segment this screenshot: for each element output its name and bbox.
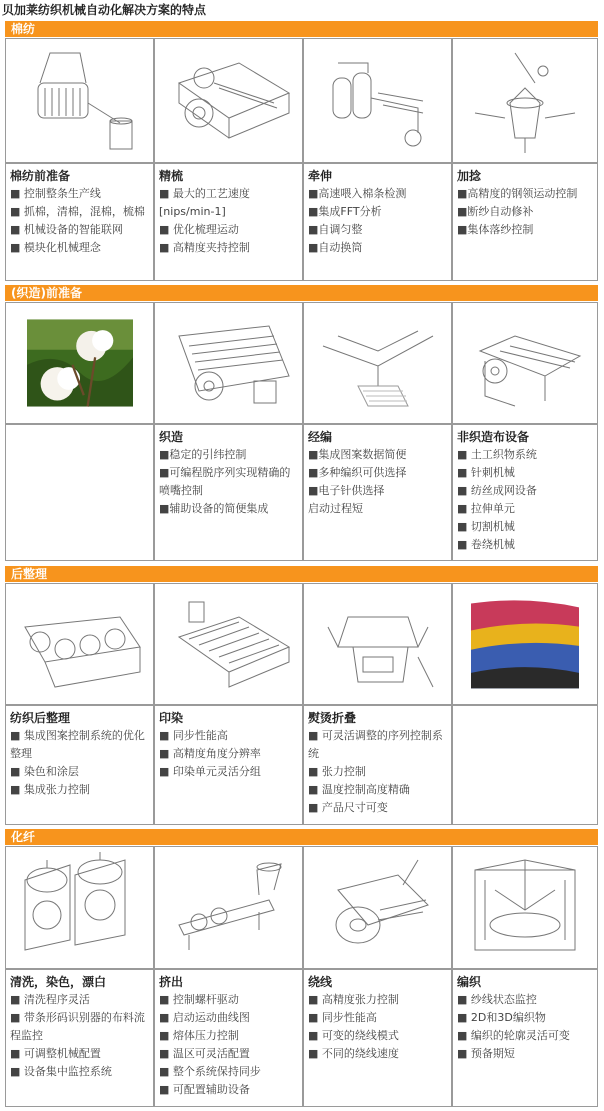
list-item: ■ 可配置辅助设备: [159, 1083, 250, 1096]
list-item: ■集体落纱控制: [457, 223, 534, 236]
list-item: ■辅助设备的简便集成: [159, 502, 269, 515]
list-item: ■ 同步性能高: [308, 1011, 377, 1024]
list-item: ■ 模块化机械理念: [10, 241, 101, 254]
text-cell-printing: [154, 705, 303, 825]
list-item: ■ 高精度角度分辨率: [159, 747, 261, 760]
list-item: ■ 最大的工艺速度: [159, 187, 250, 200]
section-bar-chemical-fiber: 化纤: [5, 829, 598, 845]
cell-heading: 牵伸: [308, 169, 333, 183]
list-item: ■ 整个系统保持同步: [159, 1065, 261, 1078]
text-cell-twisting: [452, 163, 598, 281]
list-item: ■高速喂入棉条检测: [308, 187, 407, 200]
folding-image: [303, 583, 452, 705]
list-item: ■ 可调整机械配置: [10, 1047, 101, 1060]
list-item: ■稳定的引纬控制: [159, 448, 247, 461]
list-item: ■ 熔体压力控制: [159, 1029, 239, 1042]
cell-heading: 加捻: [457, 169, 482, 183]
finishing-machine-icon: [10, 587, 150, 702]
list-item: [nips/min-1]: [159, 205, 226, 218]
list-item: ■ 高精度张力控制: [308, 993, 399, 1006]
list-item: ■ 2D和3D编织物: [457, 1011, 546, 1024]
twisting-machine-icon: [455, 43, 595, 158]
list-item: ■ 清洗程序灵活: [10, 993, 90, 1006]
cell-heading: 挤出: [159, 975, 184, 989]
list-item: ■多种编织可供选择: [308, 466, 407, 479]
list-item: ■ 抓棉，清棉，混棉，梳棉: [10, 205, 145, 218]
extruder-image: [154, 846, 303, 969]
washing-image: [5, 846, 154, 969]
drafting-machine-icon: [308, 43, 448, 158]
list-item: ■ 预备期短: [457, 1047, 515, 1060]
text-cell-weaving: [154, 424, 303, 561]
list-item: ■ 不同的绕线速度: [308, 1047, 399, 1060]
text-cell-empty: [5, 424, 154, 561]
list-item: ■断纱自动修补: [457, 205, 534, 218]
list-item: ■ 可灵活调整的序列控制系统: [308, 729, 443, 760]
list-item: ■ 集成图案控制系统的优化整理: [10, 729, 145, 760]
text-cell-extrusion: [154, 969, 303, 1107]
spinning-prep-image: [5, 38, 154, 163]
list-item: ■ 染色和涂层: [10, 765, 79, 778]
list-item: ■ 编织的轮廓灵活可变: [457, 1029, 570, 1042]
section-bar-cotton-spinning: 棉纺: [5, 21, 598, 37]
list-item: ■ 带条形码识别器的布料流程监控: [10, 1011, 145, 1042]
text-cell-ironing-folding: [303, 705, 452, 825]
list-item: ■ 针刺机械: [457, 466, 515, 479]
folding-machine-icon: [308, 587, 448, 702]
text-cell-winding: [303, 969, 452, 1107]
winding-image: [303, 846, 452, 969]
colored-fibers-photo-icon: [471, 588, 579, 700]
list-item: ■自动换筒: [308, 241, 363, 254]
cotton-plant-photo-icon: [27, 308, 133, 418]
page-title: 贝加莱纺织机械自动化解决方案的特点: [2, 3, 207, 17]
weaving-machine-icon: [159, 306, 299, 421]
nonwoven-image: [452, 302, 598, 424]
list-item: ■集成图案数据简便: [308, 448, 407, 461]
nonwoven-machine-icon: [455, 306, 595, 421]
list-item: ■ 高精度夹持控制: [159, 241, 250, 254]
list-item: ■ 拉伸单元: [457, 502, 515, 515]
list-item: ■ 可变的绕线模式: [308, 1029, 399, 1042]
finishing-image: [5, 583, 154, 705]
list-item: ■ 集成张力控制: [10, 783, 90, 796]
colored-fibers-photo: [452, 583, 598, 705]
cell-heading: 织造: [159, 430, 184, 444]
cell-heading: 纺织后整理: [10, 711, 71, 725]
printing-machine-icon: [159, 587, 299, 702]
list-item: ■ 产品尺寸可变: [308, 801, 388, 814]
cell-heading: 绕线: [308, 975, 333, 989]
list-item: ■ 土工织物系统: [457, 448, 537, 461]
list-item: ■ 纺丝成网设备: [457, 484, 537, 497]
braiding-image: [452, 846, 598, 969]
twisting-image: [452, 38, 598, 163]
cell-heading: 编织: [457, 975, 482, 989]
text-cell-washing-dyeing: [5, 969, 154, 1107]
knitting-machine-icon: [308, 306, 448, 421]
cell-heading: 熨烫折叠: [308, 711, 357, 725]
list-item: ■ 机械设备的智能联网: [10, 223, 123, 236]
cell-heading: 清洗，染色，漂白: [10, 975, 107, 989]
text-cell-textile-finishing: [5, 705, 154, 825]
list-item: ■ 控制螺杆驱动: [159, 993, 239, 1006]
cell-heading: 非织造布设备: [457, 430, 530, 444]
drafting-image: [303, 38, 452, 163]
text-cell-knitting: [303, 424, 452, 561]
section-bar-weaving-prep: (织造)前准备: [5, 285, 598, 301]
list-item: ■ 印染单元灵活分组: [159, 765, 261, 778]
list-item: ■ 设备集中监控系统: [10, 1065, 112, 1078]
cell-heading: 经编: [308, 430, 333, 444]
list-item: ■ 控制整条生产线: [10, 187, 101, 200]
cell-heading: 印染: [159, 711, 184, 725]
text-cell-drafting: [303, 163, 452, 281]
list-item: ■ 切割机械: [457, 520, 515, 533]
combing-image: [154, 38, 303, 163]
combing-machine-icon: [159, 43, 299, 158]
list-item: ■电子针供选择: [308, 484, 385, 497]
text-cell-empty-2: [452, 705, 598, 825]
list-item: ■ 温度控制高度精确: [308, 783, 410, 796]
text-cell-braiding: [452, 969, 598, 1107]
list-item: ■ 卷绕机械: [457, 538, 515, 551]
text-cell-combing: [154, 163, 303, 281]
list-item: ■集成FFT分析: [308, 205, 382, 218]
list-item: ■ 温区可灵活配置: [159, 1047, 250, 1060]
list-item: ■自调匀整: [308, 223, 363, 236]
knitting-image: [303, 302, 452, 424]
text-cell-spinning-prep: [5, 163, 154, 281]
extruder-machine-icon: [159, 850, 299, 965]
text-cell-nonwoven: [452, 424, 598, 561]
list-item: ■ 启动运动曲线图: [159, 1011, 250, 1024]
printing-image: [154, 583, 303, 705]
list-item: ■ 纱线状态监控: [457, 993, 537, 1006]
cotton-photo: [5, 302, 154, 424]
spinning-prep-machine-icon: [10, 43, 150, 158]
braiding-machine-icon: [455, 850, 595, 965]
list-item: ■ 同步性能高: [159, 729, 228, 742]
section-bar-finishing: 后整理: [5, 566, 598, 582]
winding-machine-icon: [308, 850, 448, 965]
list-item: ■可编程脱序列实现精确的喷嘴控制: [159, 466, 291, 497]
list-item: ■ 张力控制: [308, 765, 366, 778]
list-item: ■高精度的钢领运动控制: [457, 187, 578, 200]
cell-heading: 精梳: [159, 169, 184, 183]
list-item: ■ 优化梳理运动: [159, 223, 239, 236]
weaving-image: [154, 302, 303, 424]
washing-dyeing-machine-icon: [10, 850, 150, 965]
list-item: 启动过程短: [308, 502, 363, 515]
cell-heading: 棉纺前准备: [10, 169, 71, 183]
